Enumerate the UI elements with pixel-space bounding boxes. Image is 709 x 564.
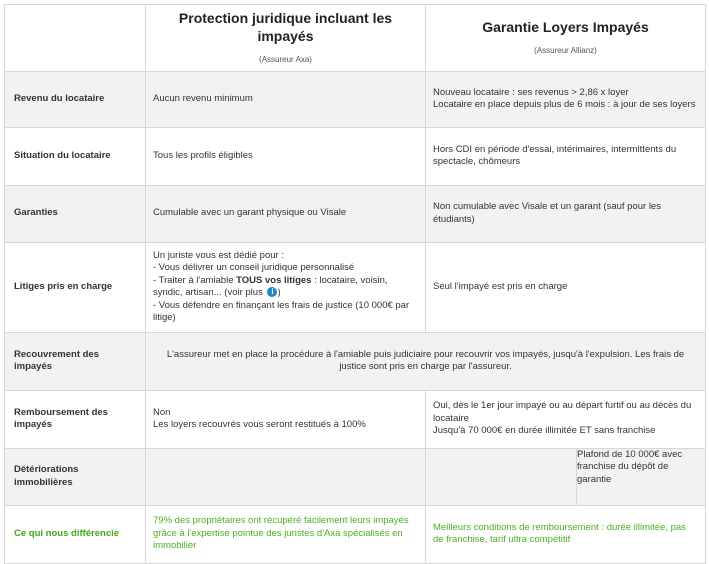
cell-col1: 79% des propriétaires ont récupéré facilement leurs impayés grâce à l'expertise pointue des juristes d'Axa spécialisés en immobilier xyxy=(146,505,426,563)
row-label: Litiges pris en charge xyxy=(5,242,146,332)
row-situation xyxy=(5,127,706,185)
cell-col2: Seul l'impayé est pris en charge xyxy=(426,242,706,332)
row-recouvrement xyxy=(5,332,706,390)
row-label: Garanties xyxy=(5,185,146,242)
row-label: Revenu du locataire xyxy=(5,71,146,127)
row-label: Détériorations immobilières xyxy=(5,448,146,505)
cell-col1: Cumulable avec un garant physique ou Visale xyxy=(146,185,426,242)
row-litiges xyxy=(5,242,706,332)
header-row xyxy=(5,5,706,72)
row-label: Recouvrement des impayés xyxy=(5,332,146,390)
row-label: Remboursement des impayés xyxy=(5,390,146,448)
cell-col2: Non cumulable avec Visale et un garant (sauf pour les étudiants) xyxy=(426,185,706,242)
col2-subtitle: (Assureur Allianz) xyxy=(534,46,597,55)
col2-title: Garantie Loyers Impayés xyxy=(482,19,649,35)
comparison-table xyxy=(4,4,706,564)
header-empty-cell xyxy=(5,5,146,72)
row-garanties xyxy=(5,185,706,242)
cell-col1: Tous les profils éligibles xyxy=(146,127,426,185)
cell-col1 xyxy=(146,448,426,505)
row-label: Situation du locataire xyxy=(5,127,146,185)
info-icon[interactable]: i xyxy=(267,287,277,297)
cell-col2: Nouveau locataire : ses revenus > 2,86 x loyer Locataire en place depuis plus de 6 mois : à jour de ses loyers xyxy=(426,71,706,127)
header-garantie-loyers xyxy=(426,5,706,72)
row-revenu xyxy=(5,71,706,127)
col1-subtitle: (Assureur Axa) xyxy=(259,55,312,64)
cell-col1: Aucun revenu minimum xyxy=(146,71,426,127)
cell-col1: Non Les loyers recouvrés vous seront restitués à 100% xyxy=(146,390,426,448)
row-difference xyxy=(5,505,706,563)
cell-merged: L'assureur met en place la procédure à l'amiable puis judiciaire pour recouvrir vos impayés, jusqu'à l'expulsion. Les frais de justice sont pris en charge par l'assureur. xyxy=(146,332,706,390)
cell-col1: Un juriste vous est dédié pour : - Vous délivrer un conseil juridique personnalisé - Traiter à l'amiable TOUS vos litiges : locataire, voisin, syndic, artisan... (voir plus i ) - Vous défendre en finançant les frais de justice (10 000€ par litige) xyxy=(146,242,426,332)
cell-col2: Hors CDI en période d'essai, intérimaires, intermittents du spectacle, chômeurs xyxy=(426,127,706,185)
col1-title: Protection juridique incluant les impayés xyxy=(178,10,393,44)
header-protection-juridique xyxy=(146,5,426,72)
row-label: Ce qui nous différencie xyxy=(5,505,146,563)
row-deteriorations xyxy=(5,448,706,505)
cell-col2-note: Plafond de 10 000€ avec franchise du dépôt de garantie xyxy=(577,448,683,485)
row-remboursement xyxy=(5,390,706,448)
cell-col2: Oui, dès le 1er jour impayé ou au départ furtif ou au décès du locataire Jusqu'à 70 000€ en durée illimitée ET sans franchise xyxy=(426,390,706,448)
cell-col2 xyxy=(426,448,706,505)
cell-col2: Meilleurs conditions de remboursement : durée illimitée, pas de franchise, tarif ultra compétitif xyxy=(426,505,706,563)
